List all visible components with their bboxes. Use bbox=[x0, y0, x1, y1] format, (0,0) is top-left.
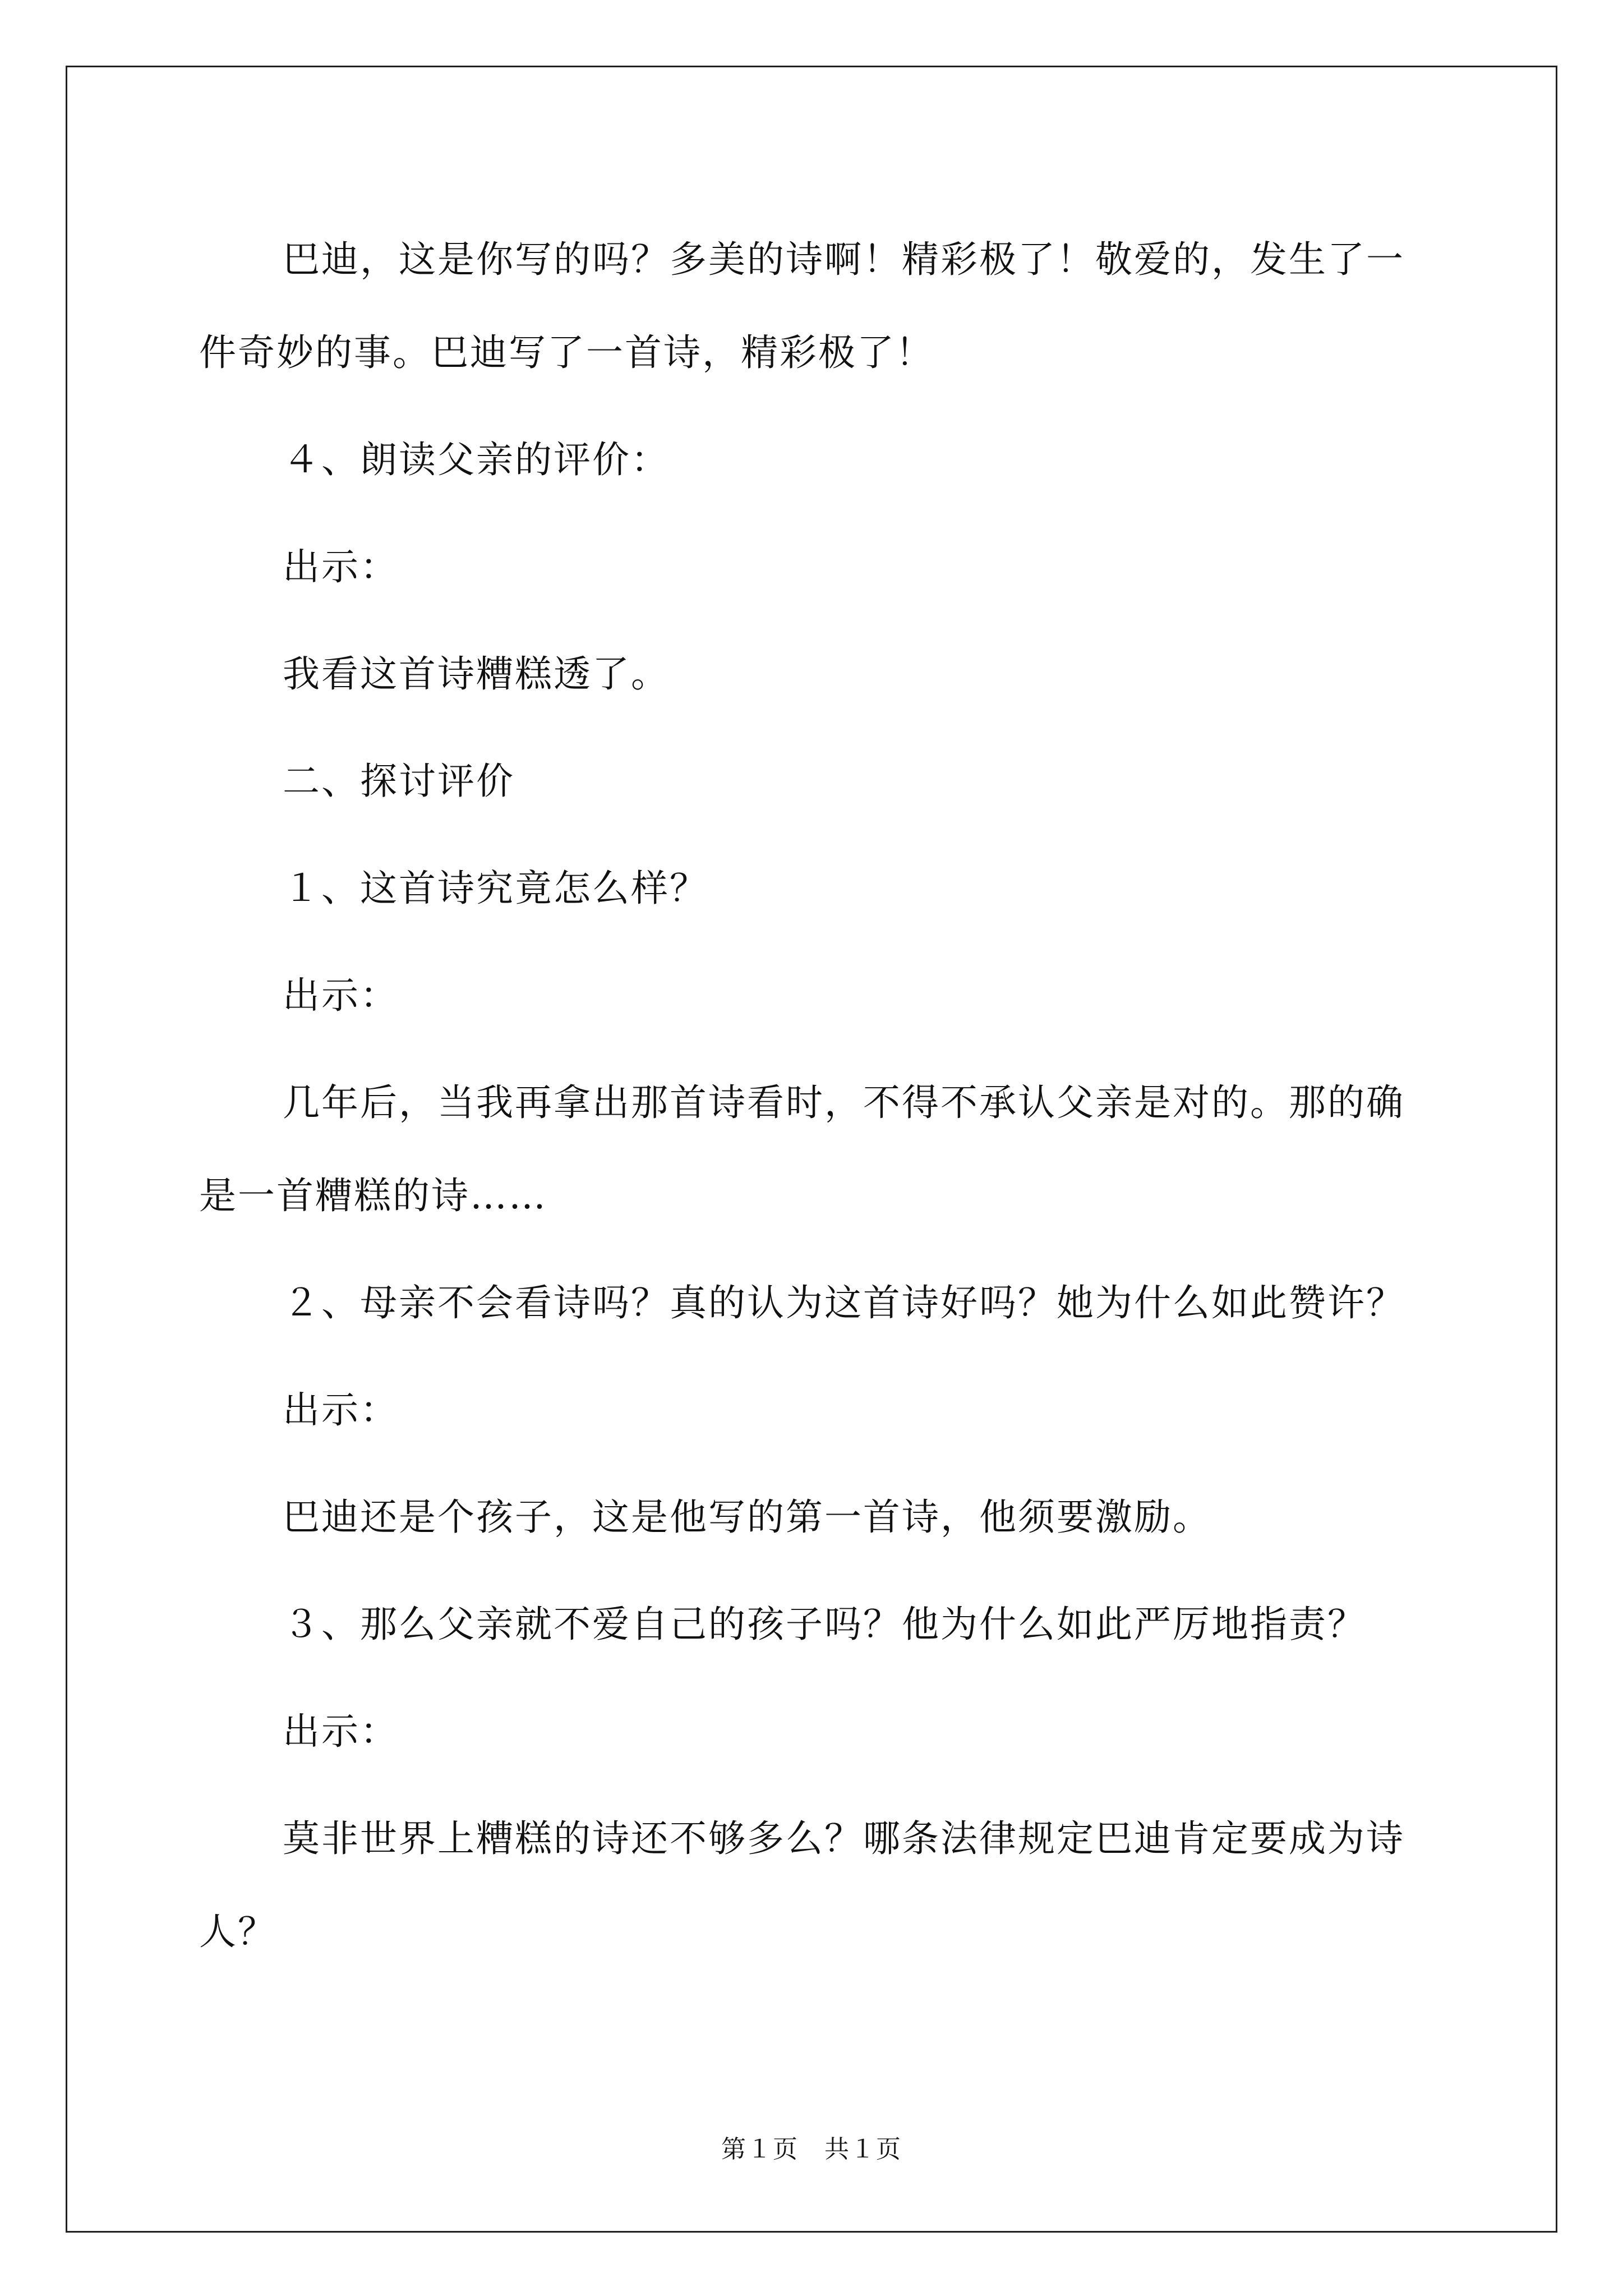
paragraph: 莫非世界上糟糕的诗还不够多么？哪条法律规定巴迪肯定要成为诗人？ bbox=[199, 1817, 1405, 1953]
paragraph: 出示： bbox=[283, 974, 399, 1017]
paragraph: ４、朗读父亲的评价： bbox=[283, 438, 670, 481]
paragraph: 出示： bbox=[283, 545, 399, 588]
document-body bbox=[199, 213, 1436, 1993]
paragraph: ３、那么父亲就不爱自己的孩子吗？他为什么如此严厉地指责？ bbox=[283, 1603, 1366, 1646]
paragraph: 巴迪，这是你写的吗？多美的诗啊！精彩极了！敬爱的，发生了一件奇妙的事。巴迪写了一首诗，精彩极了！ bbox=[199, 238, 1405, 374]
paragraph: 出示： bbox=[283, 1388, 399, 1432]
paragraph: ２、母亲不会看诗吗？真的认为这首诗好吗？她为什么如此赞许？ bbox=[283, 1281, 1405, 1324]
paragraph: 出示： bbox=[283, 1710, 399, 1753]
paragraph: １、这首诗究竟怎么样？ bbox=[283, 867, 708, 910]
paragraph: 二、探讨评价 bbox=[283, 760, 515, 803]
paragraph: 巴迪还是个孩子，这是他写的第一首诗，他须要激励。 bbox=[283, 1496, 1211, 1539]
page-footer: 第１页 共１页 bbox=[721, 2135, 902, 2164]
paragraph: 几年后，当我再拿出那首诗看时，不得不承认父亲是对的。那的确是一首糟糕的诗…… bbox=[199, 1081, 1405, 1217]
paragraph: 我看这首诗糟糕透了。 bbox=[283, 652, 670, 696]
